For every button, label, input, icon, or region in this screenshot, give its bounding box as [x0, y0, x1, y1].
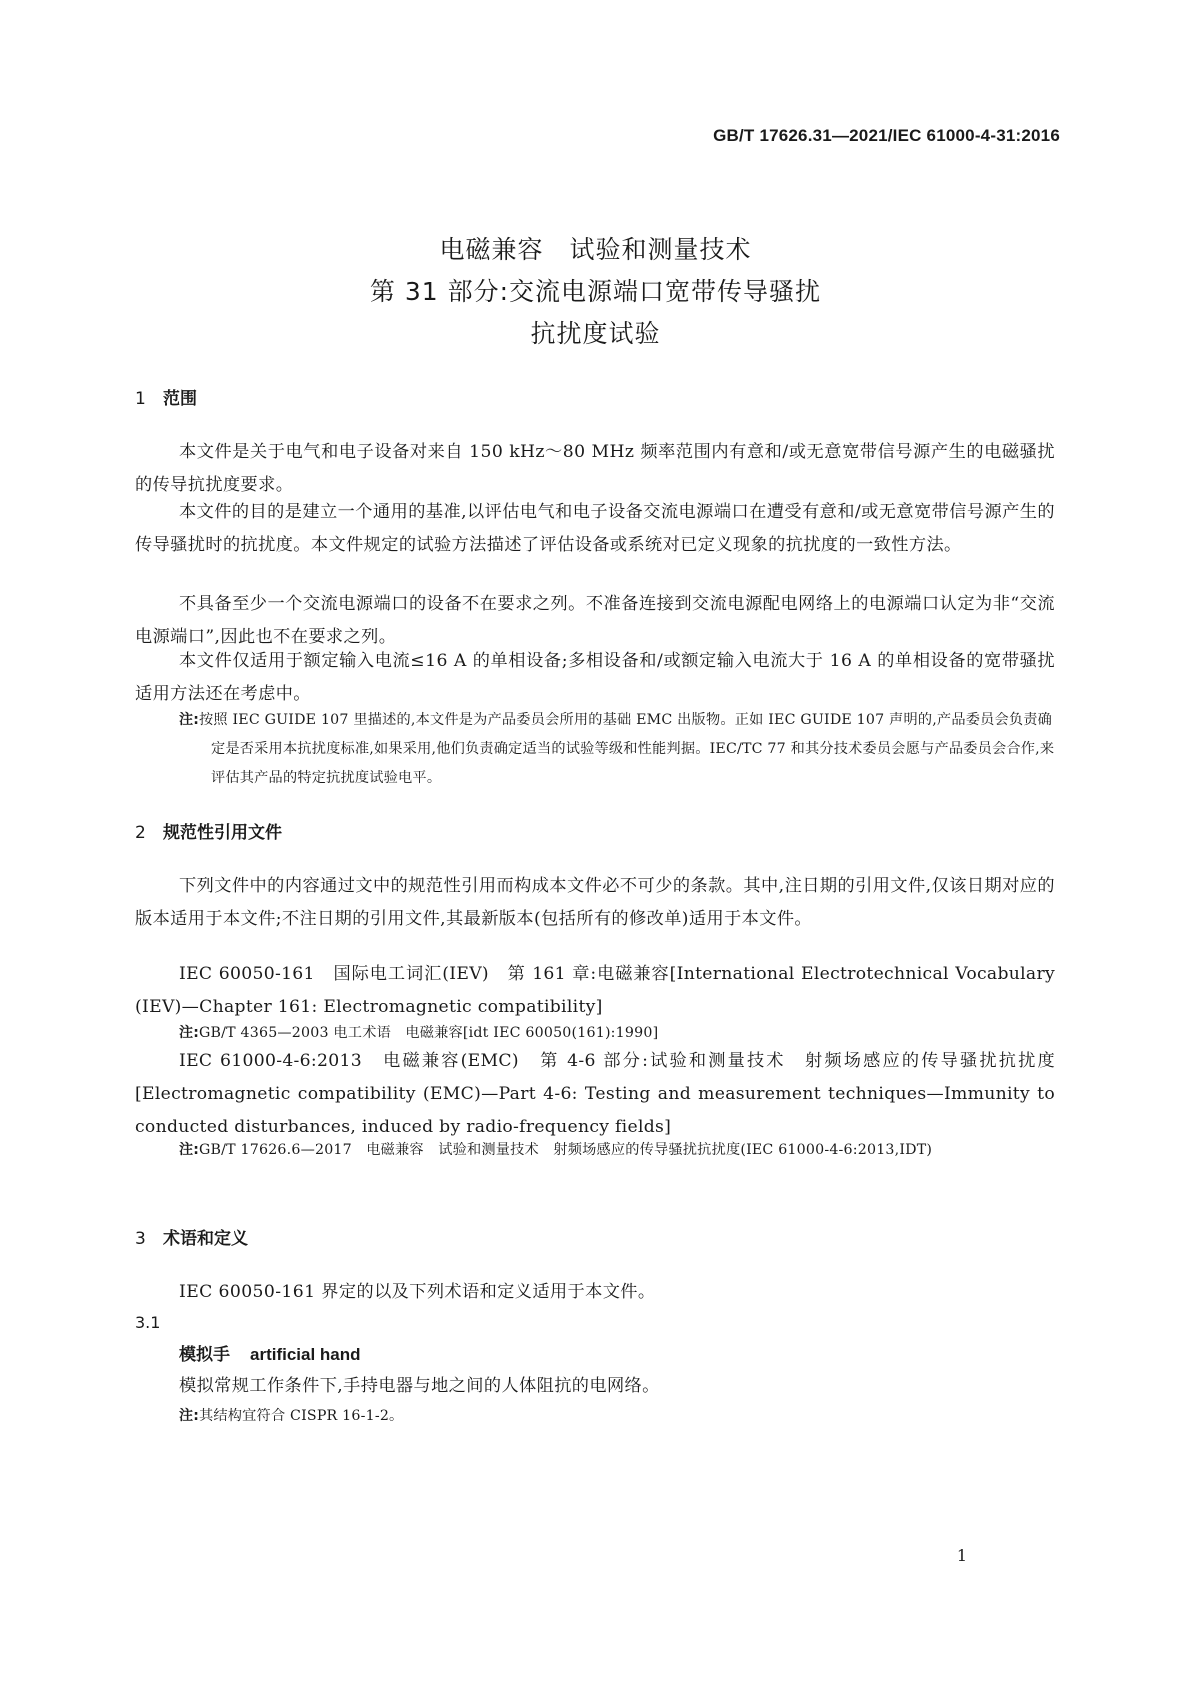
- term: [179, 1340, 361, 1365]
- section-2-heading: [135, 818, 282, 843]
- note-label: 注:: [179, 1025, 199, 1041]
- section-number: 3: [135, 1229, 146, 1249]
- section-number: 1: [135, 389, 146, 409]
- note-text: GB/T 17626.6—2017 电磁兼容 试验和测量技术 射频场感应的传导骚扰抗扰度(IEC 61000-4-6:2013,IDT): [199, 1142, 933, 1158]
- note-text: 其结构宜符合 CISPR 16-1-2。: [199, 1408, 404, 1424]
- term-number: 3.1: [135, 1313, 161, 1332]
- normative-reference: IEC 60050-161 国际电工词汇(IEV) 第 161 章:电磁兼容[International Electrotechnical Vocabulary (IEV)—Chapter 161: Electromagnetic compatibility]: [135, 964, 1055, 1017]
- section-title: 术语和定义: [163, 1229, 248, 1249]
- paragraph: 下列文件中的内容通过文中的规范性引用而构成本文件必不可少的条款。其中,注日期的引用文件,仅该日期对应的版本适用于本文件;不注日期的引用文件,其最新版本(包括所有的修改单)适用于本文件。: [135, 876, 1055, 929]
- note: [179, 1136, 1061, 1165]
- note: [179, 1019, 1059, 1048]
- note: [179, 706, 1061, 793]
- section-1-heading: [135, 384, 197, 409]
- paragraph: IEC 60050-161 界定的以及下列术语和定义适用于本文件。: [179, 1282, 656, 1302]
- note-label: 注:: [179, 1142, 199, 1158]
- section-3-heading: [135, 1224, 248, 1249]
- note-label: 注:: [179, 1408, 199, 1424]
- term-chinese: 模拟手: [179, 1345, 230, 1365]
- page-number: 1: [956, 1546, 967, 1565]
- document-title-line-1: 电磁兼容 试验和测量技术: [439, 235, 752, 264]
- section-number: 2: [135, 823, 146, 843]
- paragraph: 本文件的目的是建立一个通用的基准,以评估电气和电子设备交流电源端口在遭受有意和/或无意宽带信号源产生的传导骚扰时的抗扰度。本文件规定的试验方法描述了评估设备或系统对已定义现象的抗扰度的一致性方法。: [135, 502, 1055, 555]
- paragraph: 本文件仅适用于额定输入电流≤16 A 的单相设备;多相设备和/或额定输入电流大于 16 A 的单相设备的宽带骚扰适用方法还在考虑中。: [135, 651, 1055, 704]
- paragraph: 不具备至少一个交流电源端口的设备不在要求之列。不准备连接到交流电源配电网络上的电源端口认定为非“交流电源端口”,因此也不在要求之列。: [135, 594, 1055, 647]
- note-text: GB/T 4365—2003 电工术语 电磁兼容[idt IEC 60050(161):1990]: [199, 1025, 659, 1041]
- note-text: 按照 IEC GUIDE 107 里描述的,本文件是为产品委员会所用的基础 EMC 出版物。正如 IEC GUIDE 107 声明的,产品委员会负责确定是否采用本抗扰度标准,如果采用,他们负责确定适当的试验等级和性能判据。IEC/TC 77 和其分技术委员会愿与产品委员会合作,来评估其产品的特定抗扰度试验电平。: [199, 712, 1055, 786]
- paragraph: 本文件是关于电气和电子设备对来自 150 kHz～80 MHz 频率范围内有意和/或无意宽带信号源产生的电磁骚扰的传导抗扰度要求。: [135, 442, 1055, 495]
- normative-reference: IEC 61000-4-6:2013 电磁兼容(EMC) 第 4-6 部分:试验和测量技术 射频场感应的传导骚扰抗扰度[Electromagnetic compatibility (EMC)—Part 4-6: Testing and measurement techniques—Immunity to conducted disturbances, induced by radio-frequency fields]: [135, 1051, 1055, 1137]
- document-title-line-2: 第 31 部分:交流电源端口宽带传导骚扰: [369, 277, 822, 306]
- term-english: artificial hand: [250, 1345, 361, 1364]
- standard-code: GB/T 17626.31—2021/IEC 61000-4-31:2016: [713, 126, 1060, 145]
- note: [179, 1402, 1059, 1431]
- note-label: 注:: [179, 712, 199, 728]
- document-title-line-3: 抗扰度试验: [530, 319, 661, 348]
- term-definition: 模拟常规工作条件下,手持电器与地之间的人体阻抗的电网络。: [179, 1376, 660, 1396]
- section-title: 规范性引用文件: [163, 823, 282, 843]
- section-title: 范围: [163, 389, 197, 409]
